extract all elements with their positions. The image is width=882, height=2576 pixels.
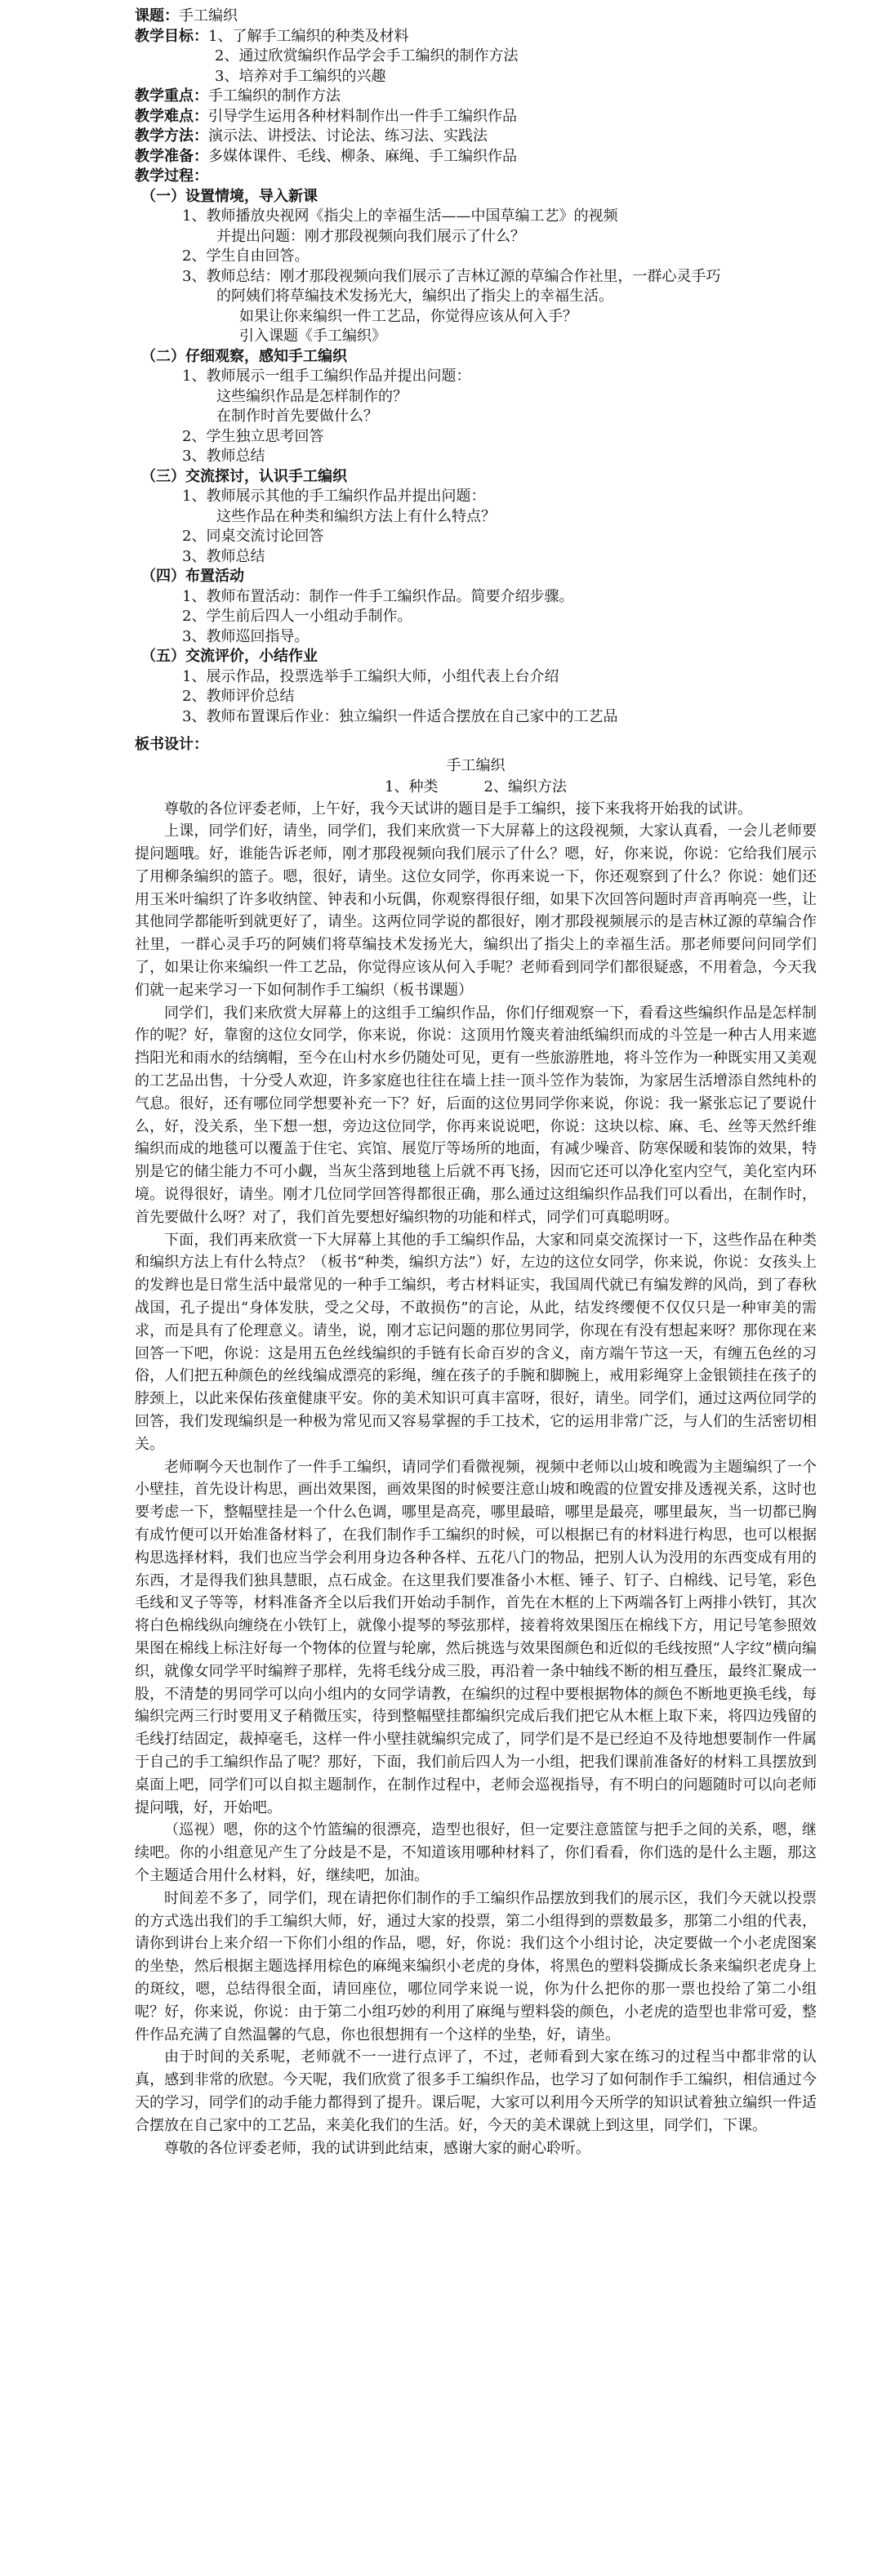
script-paragraph: 下面，我们再来欣赏一下大屏幕上其他的手工编织作品，大家和同桌交流探讨一下，这些作品在种类和编织方法上有什么特点？（板书“种类，编织方法”）好，左边的这位女同学，你来说，你说：女孩头上的发辫也是日常生活中最常见的一种手工编织，考古材料证实，我国周代就已有编发辫的风尚，到了春秋战国，孔子提出“身体发肤，受之父母，不敢损伤”的言论，从此，结发终缨便不仅仅只是一种审美的需求，而是具有了伦理意义。请坐，说，刚才忘记问题的那位男同学，你现在有没有想起来呀？那你现在来回答一下吧，你说：这是用五色丝线编织的手链有长命百岁的含义，南方端午节这一天，有缠五色丝的习俗，人们把五种颜色的丝线编成漂亮的彩绳，缠在孩子的手腕和脚腕上，戒用彩绳穿上金银锁挂在孩子的脖颈上，以此来保佑孩童健康平安。你的美术知识可真丰富呀，很好，请坐。同学们，通过这两位同学的回答，我们发现编织是一种极为常见而又容易掌握的手工技术，它的运用非常广泛，与人们的生活密切相关。	[135, 1231, 817, 1453]
key-line	[135, 87, 817, 107]
key-label: 教学重点：	[135, 87, 208, 105]
section-step: 如果让你来编织一件工艺品，你觉得应该从何入手？	[239, 307, 577, 325]
section-step: 这些编织作品是怎样制作的？	[216, 387, 408, 405]
script-paragraph: 同学们，我们来欣赏大屏幕上的这组手工编织作品，你们仔细观察一下，看看这些编织作品是怎样制作的呢？好，靠窗的这位女同学，你来说，你说：这顶用竹篾夹着油纸编织而成的斗笠是一种古人用来遮挡阳光和雨水的结缡帽，至今在山村水乡仍随处可见，更有一些旅游胜地，将斗笠作为一种既实用又美观的工艺品出售，十分受人欢迎，许多家庭也往往在墙上挂一顶斗笠作为装饰，为家居生活增添自然纯朴的气息。很好，还有哪位同学想要补充一下？好，后面的这位男同学你来说，你说：我一紧张忘记了要说什么，好，没关系，坐下想一想，旁边这位同学，你再来说说吧，你说：这块以棕、麻、毛、丝等天然纤维编织而成的地毯可以覆盖于住宅、宾馆、展览厅等场所的地面，有减少噪音、防寒保暖和装饰的效果，特别是它的储尘能力不可小觑，当灰尘落到地毯上后就不再飞扬，因而它还可以净化室内空气，美化室内环境。说得很好，请坐。刚才几位同学回答得都很正确，那么通过这组编织作品我们可以看出，在制作时，首先要做什么呀？对了，我们首先要想好编织物的功能和样式，同学们可真聪明呀。	[135, 1004, 817, 1226]
section-step: 3、教师总结	[182, 448, 265, 465]
topic-line	[135, 7, 817, 27]
section-heading: （四）布置活动	[141, 568, 244, 585]
goal-item: 1、了解手工编织的种类及材料	[208, 27, 409, 45]
section-step: 1、展示作品，投票选举手工编织大师，小组代表上台介绍	[182, 667, 559, 685]
process-label: 教学过程：	[135, 167, 208, 185]
section-step: 3、教师布置课后作业：独立编织一件适合摆放在自己家中的工艺品	[182, 707, 618, 725]
goal-item: 3、培养对手工编织的兴趣	[215, 67, 386, 85]
key-value: 手工编织的制作方法	[208, 87, 341, 105]
section-heading: （二）仔细观察，感知手工编织	[141, 347, 347, 365]
goals-label: 教学目标：	[135, 27, 208, 45]
section-step: 3、教师总结	[182, 547, 265, 565]
difficulty-label: 教学难点：	[135, 107, 208, 125]
section-step: 1、教师布置活动：制作一件手工编织作品。简要介绍步骤。	[182, 587, 574, 605]
board-subtitles	[135, 777, 817, 798]
method-value: 演示法、讲授法、讨论法、练习法、实践法	[208, 127, 488, 145]
section-step: 引入课题《手工编织》	[239, 328, 386, 345]
difficulty-value: 引导学生运用各种材料制作出一件手工编织作品	[208, 107, 517, 125]
section-step: 2、教师评价总结	[182, 688, 295, 705]
section-step: 这些作品在种类和编织方法上有什么特点？	[216, 507, 496, 525]
method-line	[135, 127, 817, 147]
section-heading: （一）设置情境，导入新课	[141, 187, 318, 205]
section-step: 1、教师展示其他的手工编织作品并提出问题：	[182, 488, 486, 505]
board-design	[135, 735, 817, 798]
section-step: 1、教师播放央视网《指尖上的幸福生活——中国草编工艺》的视频	[182, 207, 618, 225]
script-paragraph: 上课，同学们好，请坐，同学们，我们来欣赏一下大屏幕上的这段视频，大家认真看，一会儿老师要提问题哦。好，谁能告诉老师，刚才那段视频向我们展示了什么？嗯，好，你来说，你说：它给我们展示了用柳条编织的篮子。嗯，很好，请坐。这位女同学，你再来说一下，你还观察到了什么？你说：她们还用玉米叶编织了许多收纳筐、钟表和小玩偶，你观察得很仔细，如果下次回答问题时声音再响亮一些，让其他同学都能听到就更好了，请坐。这两位同学说的都很好，刚才那段视频展示的是吉林辽源的草编合作社里，一群心灵手巧的阿姨们将草编技术发扬光大，编织出了指尖上的幸福生活。那老师要问问同学们了，如果让你来编织一件工艺品，你觉得应该从何入手呢？老师看到同学们都很疑惑，不用着急，今天我们就一起来学习一下如何制作手工编织（板书课题）	[135, 822, 817, 999]
method-label: 教学方法：	[135, 127, 208, 145]
script-paragraph: 尊敬的各位评委老师，我的试讲到此结束，感谢大家的耐心聆听。	[164, 2139, 590, 2157]
board-title: 手工编织	[446, 756, 506, 774]
section-step: 2、学生自由回答。	[182, 247, 310, 265]
prep-label: 教学准备：	[135, 147, 208, 165]
section-heading: （三）交流探讨，认识手工编织	[141, 467, 347, 485]
prep-value: 多媒体课件、毛线、柳条、麻绳、手工编织作品	[208, 147, 517, 165]
difficulty-line	[135, 107, 817, 127]
script-paragraph: 尊敬的各位评委老师，上午好，我今天试讲的题目是手工编织，接下来我将开始我的试讲。	[164, 800, 752, 818]
script-paragraph: 时间差不多了，同学们，现在请把你们制作的手工编织作品摆放到我们的展示区，我们今天就以投票的方式选出我们的手工编织大师，好，通过大家的投票，第二小组得到的票数最多，那第二小组的代表，请你到讲台上来介绍一下你们小组的作品，嗯，好，你说：我们这个小组讨论，决定要做一个小老虎图案的坐垫，然后根据主题选择用棕色的麻绳来编织小老虎的身体，将黑色的塑料袋撕成长条来编织老虎身上的斑纹，嗯，总结得很全面，请回座位，哪位同学来说一说，你为什么把你的那一票也投给了第二小组呢？好，你来说，你说：由于第二小组巧妙的利用了麻绳与塑料袋的颜色，小老虎的造型也非常可爱，整件作品充满了自然温馨的气息，你也很想拥有一个这样的坐垫，好，请坐。	[135, 1889, 817, 2043]
section-step: 2、学生前后四人一小组动手制作。	[182, 608, 412, 625]
section-step: 在制作时首先要做什么？	[216, 408, 378, 425]
board-item-methods: 2、编织方法	[483, 778, 567, 796]
section-step: 1、教师展示一组手工编织作品并提出问题：	[182, 368, 471, 385]
goals-line	[135, 27, 817, 47]
section-step: 3、教师巡回指导。	[182, 627, 310, 645]
script-paragraph: 老师啊今天也制作了一件手工编织，请同学们看微视频，视频中老师以山坡和晚霞为主题编织了一个小壁挂，首先设计构思，画出效果图，画效果图的时候要注意山坡和晚霞的位置安排及透视关系，这时也要考虑一下，整幅壁挂是一个什么色调，哪里是高亮，哪里最暗，哪里是最亮，哪里最灰，当一切都已胸有成竹便可以开始准备材料了，在我们制作手工编织的时候，可以根据已有的材料进行构思，也可以根据构思选择材料，我们也应当学会利用身边各种各样、五花八门的物品，把别人认为没用的东西变成有用的东西，才是得我们独具慧眼，点石成金。在这里我们要准备小木框、锤子、钉子、白棉线、记号笔，彩色毛线和叉子等等，材料准备齐全以后我们开始动手制作，首先在木框的上下两端各钉上两排小铁钉，其次将白色棉线纵向缠绕在小铁钉上，就像小提琴的琴弦那样，接着将效果图压在棉线下方，用记号笔参照效果图在棉线上标注好每一个物体的位置与轮廓，然后挑选与效果图颜色和近似的毛线按照“人字纹”横向编织，就像女同学平时编辫子那样，先将毛线分成三股，再沿着一条中轴线不断的相互叠压，最终汇聚成一股，不清楚的男同学可以向小组内的女同学请教，在编织的过程中要根据物体的颜色不断地更换毛线，每编织完两三行时要用叉子稍微压实，待到整幅壁挂都编织完成后我们把它从木框上取下来，将四边残留的毛线打结固定，裁掉毫毛，这样一件小壁挂就编织完成了，同学们是不是已经迫不及待地想要制作一件属于自己的手工编织作品了呢？那好，下面，我们前后四人为一小组，把我们课前准备好的材料工具摆放到桌面上吧，同学们可以自拟主题制作，在制作过程中，老师会巡视指导，有不明白的问题随时可以向老师提问哦，好，开始吧。	[135, 1458, 817, 1816]
teaching-process	[135, 187, 817, 728]
board-label: 板书设计：	[135, 736, 208, 753]
section-step: 3、教师总结：刚才那段视频向我们展示了吉林辽源的草编合作社里，一群心灵手巧	[182, 267, 721, 285]
lecture-script	[135, 798, 817, 2160]
section-heading: （五）交流评价，小结作业	[141, 648, 318, 665]
script-paragraph: 由于时间的关系呢，老师就不一一进行点评了，不过，老师看到大家在练习的过程当中都非常的认真，感到非常的欣慰。今天呢，我们欣赏了很多手工编织作品，也学习了如何制作手工编织，相信通过今天的学习，同学们的动手能力都得到了提升。课后呢，大家可以利用今天所学的知识试着独立编织一件适合摆放在自己家中的工艺品，来美化我们的生活。好，今天的美术课就上到这里，同学们，下课。	[135, 2048, 817, 2134]
topic-label: 课题：	[135, 7, 179, 25]
lesson-plan-header	[135, 0, 817, 187]
section-step: 并提出问题：刚才那段视频向我们展示了什么？	[216, 227, 525, 245]
prep-line	[135, 147, 817, 167]
section-step: 2、学生独立思考回答	[182, 427, 324, 445]
script-paragraph: （巡视）嗯，你的这个竹篮编的很漂亮，造型也很好，但一定要注意篮筐与把手之间的关系，嗯，继续吧。你的小组意见产生了分歧是不是，不知道该用哪种材料了，你们看看，你们选的是什么主题，那这个主题适合用什么材料，好，继续吧，加油。	[135, 1821, 817, 1884]
section-step: 2、同桌交流讨论回答	[182, 528, 324, 545]
board-item-types: 1、种类	[385, 778, 439, 796]
section-step: 的阿姨们将草编技术发扬光大，编织出了指尖上的幸福生活。	[216, 287, 613, 305]
goal-item: 2、通过欣赏编织作品学会手工编织的制作方法	[215, 47, 519, 65]
topic-value: 手工编织	[179, 7, 238, 25]
